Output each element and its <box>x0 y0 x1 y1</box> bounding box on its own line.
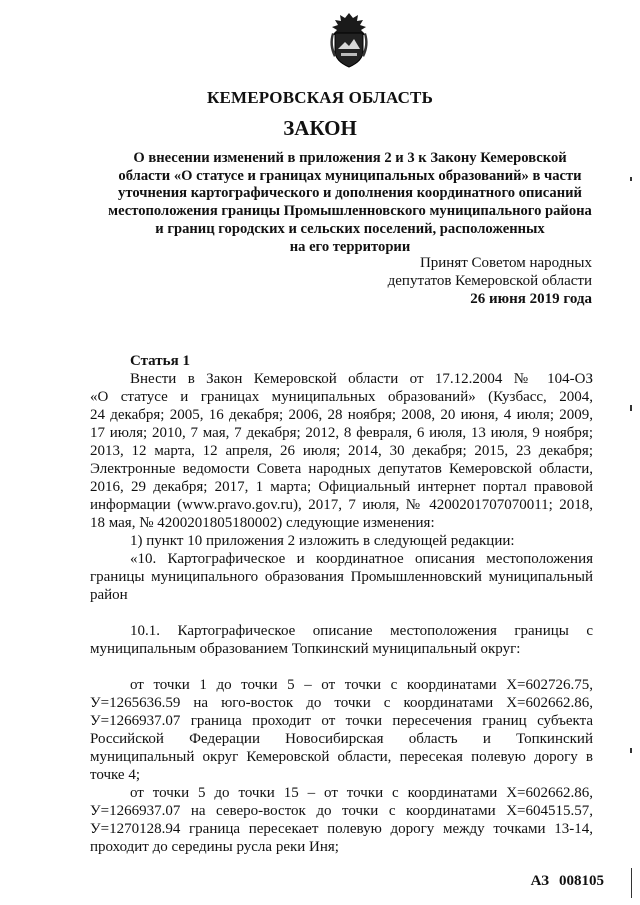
adoption-date: 26 июня 2019 года <box>470 291 592 307</box>
paragraph-line: У=1265636.59 на юго-восток до точки с координатами X=602662.86, <box>90 695 593 711</box>
law-title-line: и границ городских и сельских поселений, расположенных <box>155 220 545 237</box>
scan-mark <box>630 748 632 753</box>
paragraph-line: от точки 1 до точки 5 – от точки с координатами X=602726.75, <box>130 677 593 693</box>
paragraph-line: Российской Федерации Новосибирская область и Топкинский <box>90 731 593 747</box>
article-heading: Статья 1 <box>130 353 190 369</box>
paragraph-line: У=1266937.07 граница проходит от точки пересечения границ субъекта <box>90 713 593 729</box>
law-title-line: местоположения границы Промышленновского муниципального района <box>108 203 592 220</box>
form-number: 008105 <box>559 873 604 889</box>
paragraph-line: Внести в Закон Кемеровской области от 17.12.2004 № 104-ОЗ <box>130 371 593 387</box>
paragraph-line: от точки 5 до точки 15 – от точки с координатами X=602662.86, <box>130 785 593 801</box>
adoption-line: Принят Советом народных <box>419 255 592 271</box>
paragraph-line: «10. Картографическое и координатное описания местоположения <box>130 551 593 567</box>
paragraph-line: 17 июля; 2010, 7 мая, 7 декабря; 2012, 8 февраля, 6 июля, 13 июля, 9 ноября; <box>90 425 593 441</box>
paragraph-line: «О статусе и границах муниципальных образований» (Кузбасс, 2004, <box>90 389 593 405</box>
scan-mark <box>630 405 632 411</box>
article-body <box>90 352 593 856</box>
region-heading: КЕМЕРОВСКАЯ ОБЛАСТЬ <box>206 88 434 107</box>
spacer <box>90 658 593 676</box>
law-title-line: на его территории <box>289 238 411 255</box>
paragraph-line: 2013, 12 марта, 12 апреля, 26 июля; 2014, 30 декабря; 2015, 23 декабря; <box>90 443 593 459</box>
amendment-item: 1) пункт 10 приложения 2 изложить в следующей редакции: <box>130 533 515 549</box>
paragraph-line: проходит до середины русла реки Иня; <box>90 839 339 855</box>
scan-mark <box>631 868 632 898</box>
spacer <box>90 604 593 622</box>
form-series: АЗ <box>530 873 549 889</box>
paragraph-line: 10.1. Картографическое описание местоположения границы с <box>130 623 593 639</box>
adoption-block <box>292 254 592 308</box>
law-title-line: области «О статусе и границах муниципальных образований» в части <box>118 167 582 184</box>
paragraph-line: 18 мая, № 4200201805180002) следующие изменения: <box>90 515 435 531</box>
paragraph-line: У=1266937.07 на северо-восток до точки с координатами X=604515.57, <box>90 803 593 819</box>
adoption-line: депутатов Кемеровской области <box>387 273 592 289</box>
paragraph-line: точке 4; <box>90 767 141 783</box>
law-title-line: уточнения картографического и дополнения координатного описаний <box>118 185 582 202</box>
form-serial-number <box>531 873 604 890</box>
paragraph-line: муниципальным образованием Топкинский муниципальный округ: <box>90 641 521 657</box>
law-title-line: О внесении изменений в приложения 2 и 3 к Закону Кемеровской <box>133 150 567 166</box>
coat-of-arms-icon <box>326 11 372 69</box>
document-type-heading: ЗАКОН <box>283 116 357 140</box>
paragraph-line: информации (www.pravo.gov.ru), 2017, 7 июля, № 4200201707070011; 2018, <box>90 497 593 513</box>
law-title <box>90 150 610 256</box>
paragraph-line: Электронные ведомости Совета народных депутатов Кемеровской области, <box>90 461 593 477</box>
paragraph-line: муниципальный округ Кемеровской области, пересекая полевую дорогу в <box>90 749 593 765</box>
paragraph-line: 24 декабря; 2005, 16 декабря; 2006, 28 ноября; 2008, 20 июня, 4 июля; 2009, <box>90 407 593 423</box>
paragraph-line: У=1270128.94 граница пересекает полевую дорогу между точками 13-14, <box>90 821 593 837</box>
paragraph-line: границы муниципального образования Промышленновский муниципальный <box>90 569 593 585</box>
scan-mark <box>630 177 632 181</box>
paragraph-line: район <box>90 587 128 603</box>
paragraph-line: 2016, 29 декабря; 2017, 1 марта; Официальный интернет портал правовой <box>90 479 593 495</box>
